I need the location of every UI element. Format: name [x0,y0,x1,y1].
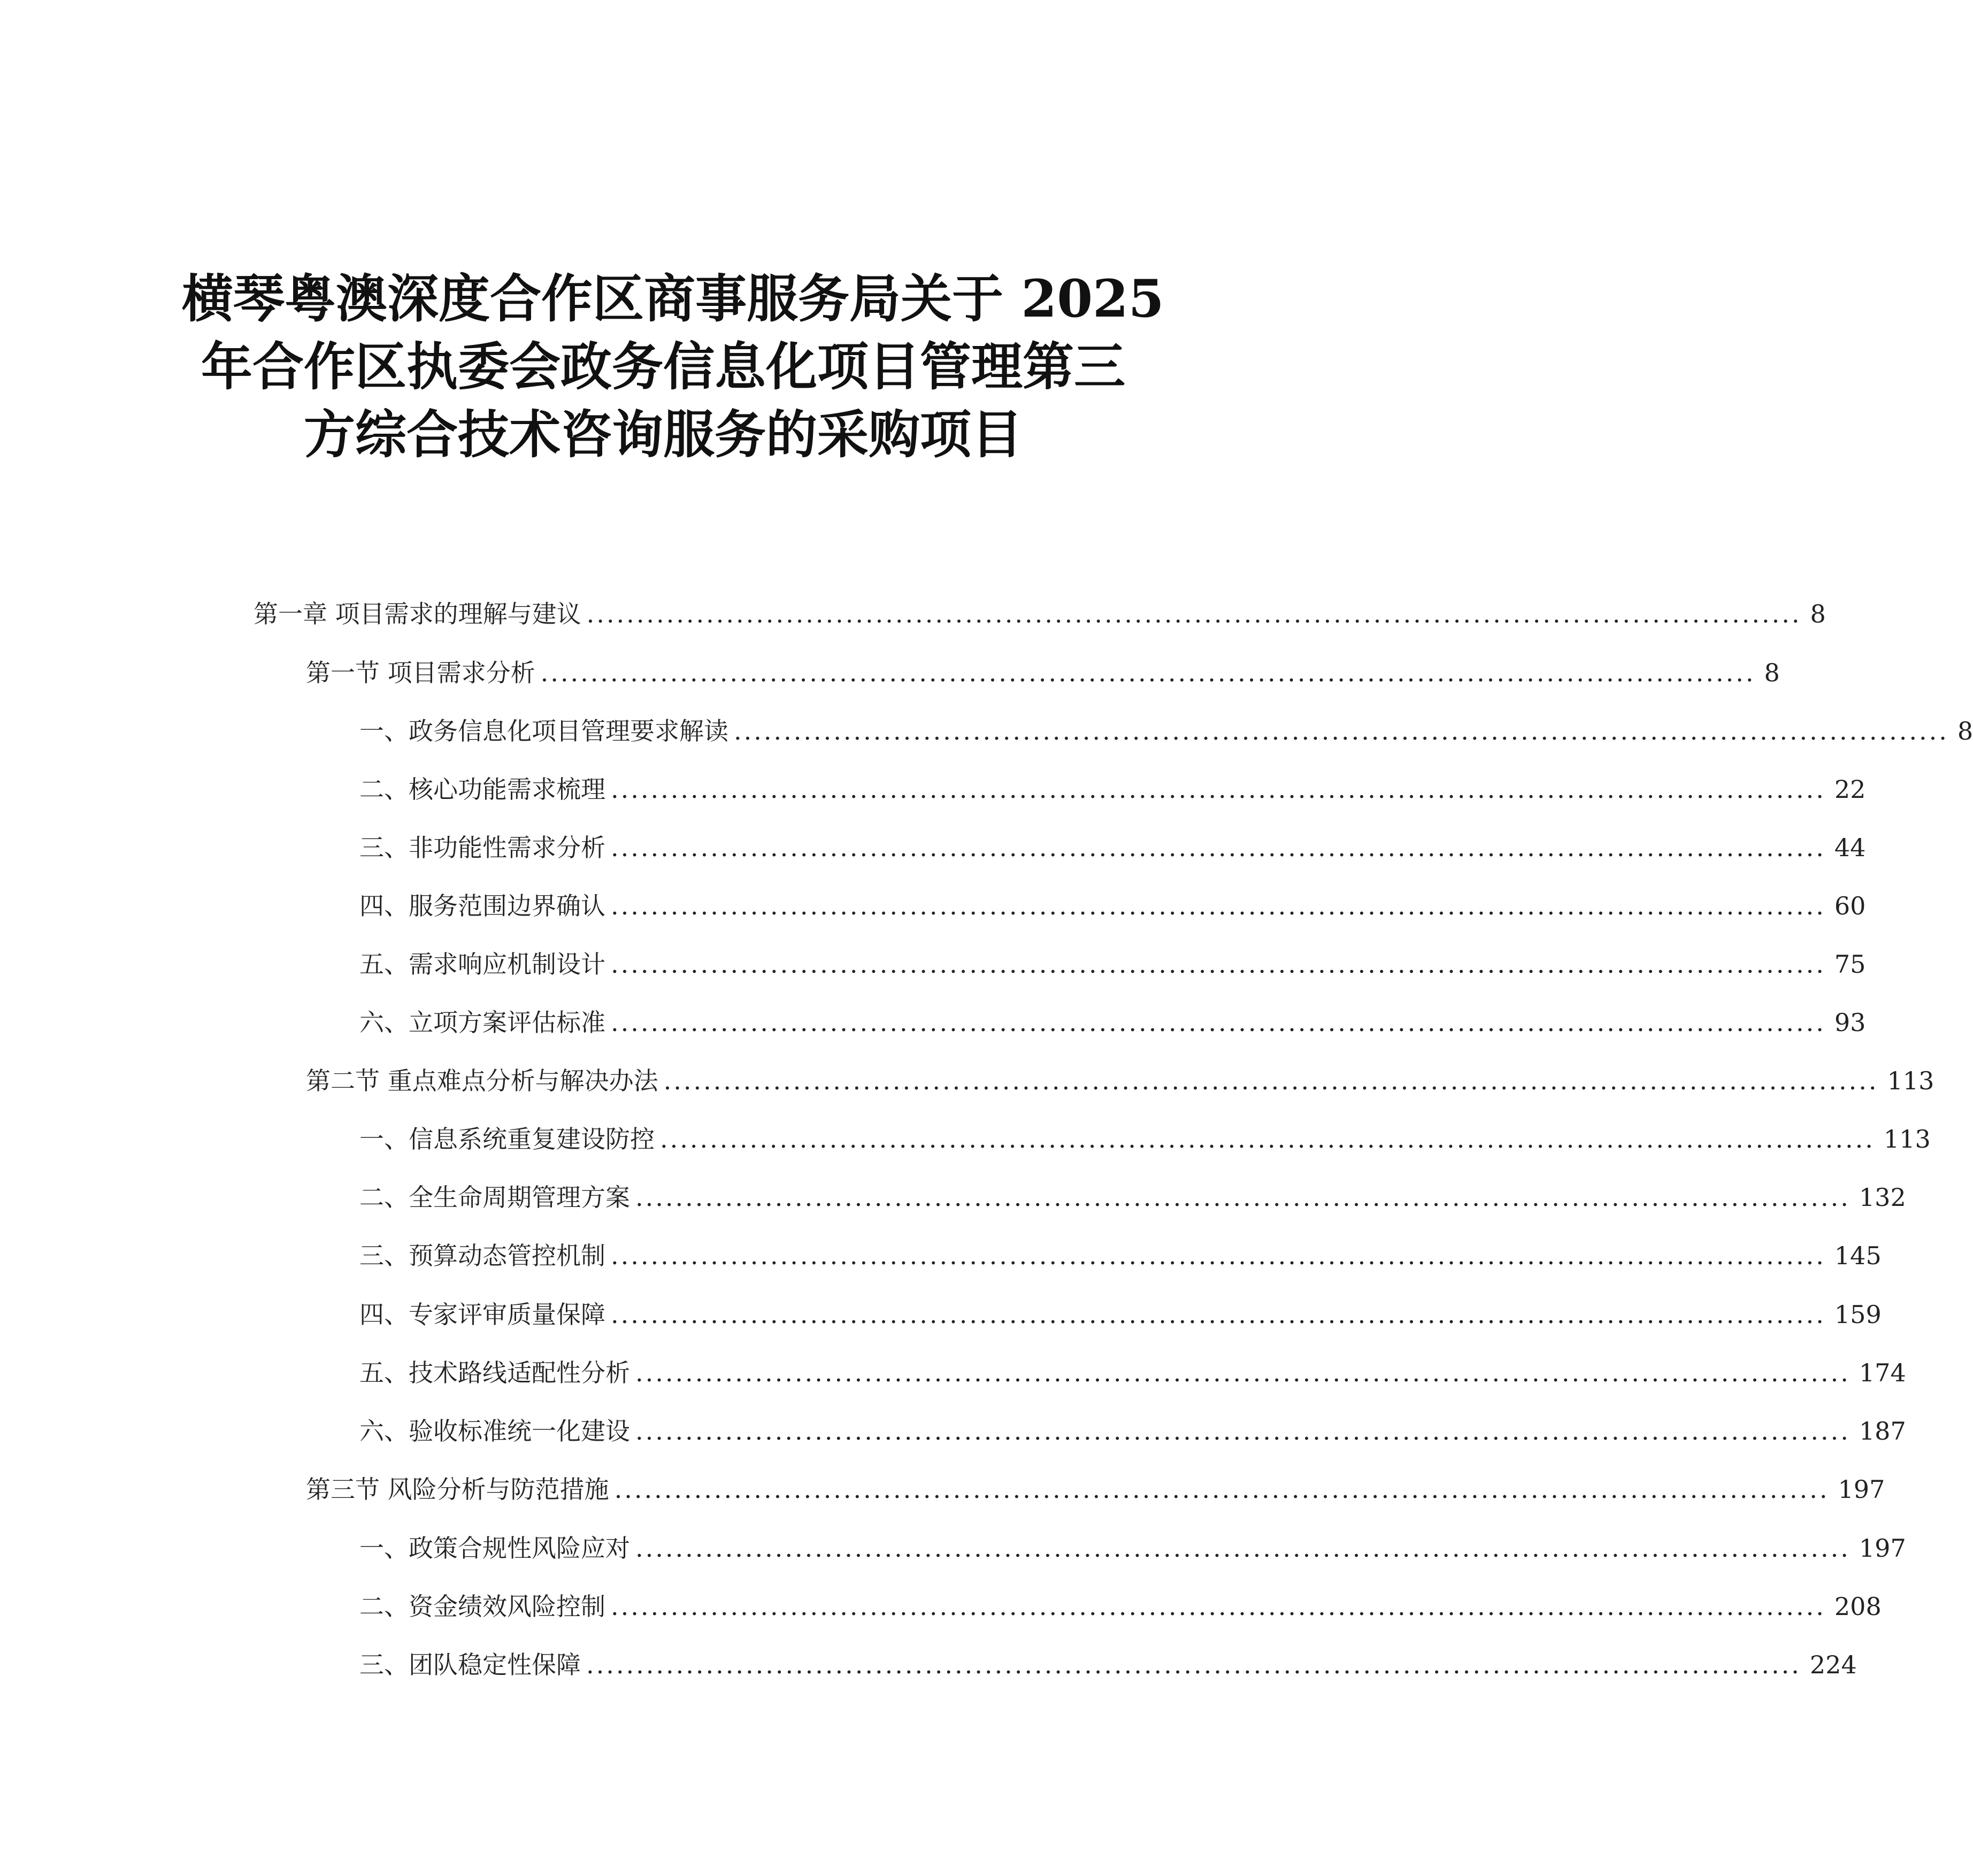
toc-entry-section-1[interactable] [306,651,1780,694]
toc-entry-page: 8 [1764,658,1780,687]
toc-entry-label: 需求响应机制设计 [409,950,605,979]
toc-dot-leader: .......................................................................................................................... [734,717,1949,745]
toc-dot-leader: .......................................................................................................................... [540,658,1756,687]
toc-dot-leader: .......................................................................................................................... [611,1300,1826,1329]
toc-entry-item[interactable] [359,1527,1906,1570]
toc-entry-page: 93 [1834,1008,1866,1037]
toc-entry-number: 四、 [359,1300,409,1329]
toc-entry-item[interactable] [359,1176,1906,1219]
toc-entry-number: 四、 [359,891,409,920]
toc-dot-leader: .......................................................................................................................... [611,1008,1826,1037]
toc-entry-number: 二、 [359,1183,409,1212]
toc-entry-item[interactable] [359,710,1973,752]
toc-entry-label: 团队稳定性保障 [409,1650,581,1679]
toc-entry-page: 174 [1859,1358,1906,1387]
toc-entry-page: 208 [1834,1592,1882,1621]
toc-dot-leader: .......................................................................................................................... [635,1358,1851,1387]
toc-entry-label: 预算动态管控机制 [409,1241,605,1270]
toc-entry-page: 44 [1834,833,1866,862]
toc-entry-label: 核心功能需求梳理 [409,775,605,804]
toc-entry-item[interactable] [359,943,1866,986]
toc-entry-number: 三、 [359,1241,409,1270]
toc-entry-number: 六、 [359,1417,409,1446]
toc-entry-page: 75 [1834,950,1866,979]
toc-entry-number: 六、 [359,1008,409,1037]
toc-entry-page: 8 [1810,599,1826,628]
title-line-2: 年合作区执委会政务信息化项目管理第三 [201,336,1125,397]
toc-dot-leader: .......................................................................................................................... [635,1417,1851,1446]
toc-entry-item[interactable] [359,1234,1882,1277]
title-line-1: 横琴粤澳深度合作区商事服务局关于 2025 [182,268,1164,329]
toc-dot-leader: .......................................................................................................................... [635,1534,1851,1563]
toc-entry-page: 187 [1859,1417,1906,1446]
toc-entry-page: 8 [1957,717,1973,745]
toc-entry-label: 技术路线适配性分析 [409,1358,630,1387]
toc-entry-item[interactable] [359,885,1866,927]
toc-dot-leader: .......................................................................................................................... [586,599,1802,628]
toc-entry-label: 服务范围边界确认 [409,891,605,920]
toc-entry-label: 政策合规性风险应对 [409,1534,630,1563]
toc-dot-leader: .......................................................................................................................... [663,1066,1879,1095]
toc-dot-leader: .......................................................................................................................... [635,1183,1851,1212]
toc-dot-leader: .......................................................................................................................... [611,1241,1826,1270]
toc-entry-label: 专家评审质量保障 [409,1300,605,1329]
toc-entry-item[interactable] [359,1293,1882,1336]
toc-entry-page: 22 [1834,775,1866,804]
toc-dot-leader: .......................................................................................................................... [611,1592,1826,1621]
toc-entry-number: 二、 [359,1592,409,1621]
toc-entry-page: 224 [1809,1650,1857,1679]
toc-entry-label: 全生命周期管理方案 [409,1183,630,1212]
toc-entry-number: 一、 [359,1534,409,1563]
toc-entry-page: 132 [1859,1183,1906,1212]
title-line-3: 方综合技术咨询服务的采购项目 [304,404,1023,465]
toc-entry-section-2[interactable] [306,1059,1934,1102]
toc-entry-chapter-1[interactable] [254,593,1826,635]
toc-entry-page: 197 [1838,1475,1885,1504]
toc-entry-label: 第二节 重点难点分析与解决办法 [306,1066,658,1095]
toc-entry-label: 非功能性需求分析 [409,833,605,862]
toc-entry-item[interactable] [359,1410,1906,1452]
toc-entry-page: 159 [1834,1300,1882,1329]
toc-entry-item[interactable] [359,1001,1866,1044]
toc-entry-label: 第三节 风险分析与防范措施 [306,1475,609,1504]
toc-entry-label: 第一章 项目需求的理解与建议 [254,599,581,628]
toc-entry-section-3[interactable] [306,1468,1885,1511]
toc-entry-page: 145 [1834,1241,1882,1270]
toc-entry-label: 第一节 项目需求分析 [306,658,535,687]
toc-entry-number: 三、 [359,833,409,862]
toc-entry-number: 五、 [359,950,409,979]
toc-dot-leader: .......................................................................................................................... [614,1475,1830,1504]
toc-entry-label: 验收标准统一化建设 [409,1417,630,1446]
toc-entry-page: 113 [1883,1125,1931,1154]
toc-entry-number: 一、 [359,717,409,745]
toc-entry-item[interactable] [359,1351,1906,1394]
toc-entry-item[interactable] [359,826,1866,869]
toc-dot-leader: .......................................................................................................................... [611,950,1826,979]
toc-entry-page: 113 [1887,1066,1934,1095]
toc-entry-label: 资金绩效风险控制 [409,1592,605,1621]
toc-entry-label: 信息系统重复建设防控 [409,1125,655,1154]
toc-dot-leader: .......................................................................................................................... [586,1650,1801,1679]
toc-dot-leader: .......................................................................................................................... [611,833,1826,862]
toc-entry-item[interactable] [359,768,1866,811]
toc-dot-leader: .......................................................................................................................... [660,1125,1875,1154]
toc-entry-number: 一、 [359,1125,409,1154]
toc-entry-number: 五、 [359,1358,409,1387]
toc-entry-page: 197 [1859,1534,1906,1563]
toc-dot-leader: .......................................................................................................................... [611,891,1826,920]
toc-dot-leader: .......................................................................................................................... [611,775,1826,804]
toc-entry-label: 政务信息化项目管理要求解读 [409,717,728,745]
toc-entry-item[interactable] [359,1643,1857,1686]
toc-entry-number: 三、 [359,1650,409,1679]
toc-entry-item[interactable] [359,1585,1882,1628]
toc-entry-item[interactable] [359,1118,1931,1160]
toc-entry-number: 二、 [359,775,409,804]
toc-entry-page: 60 [1834,891,1866,920]
toc-entry-label: 立项方案评估标准 [409,1008,605,1037]
